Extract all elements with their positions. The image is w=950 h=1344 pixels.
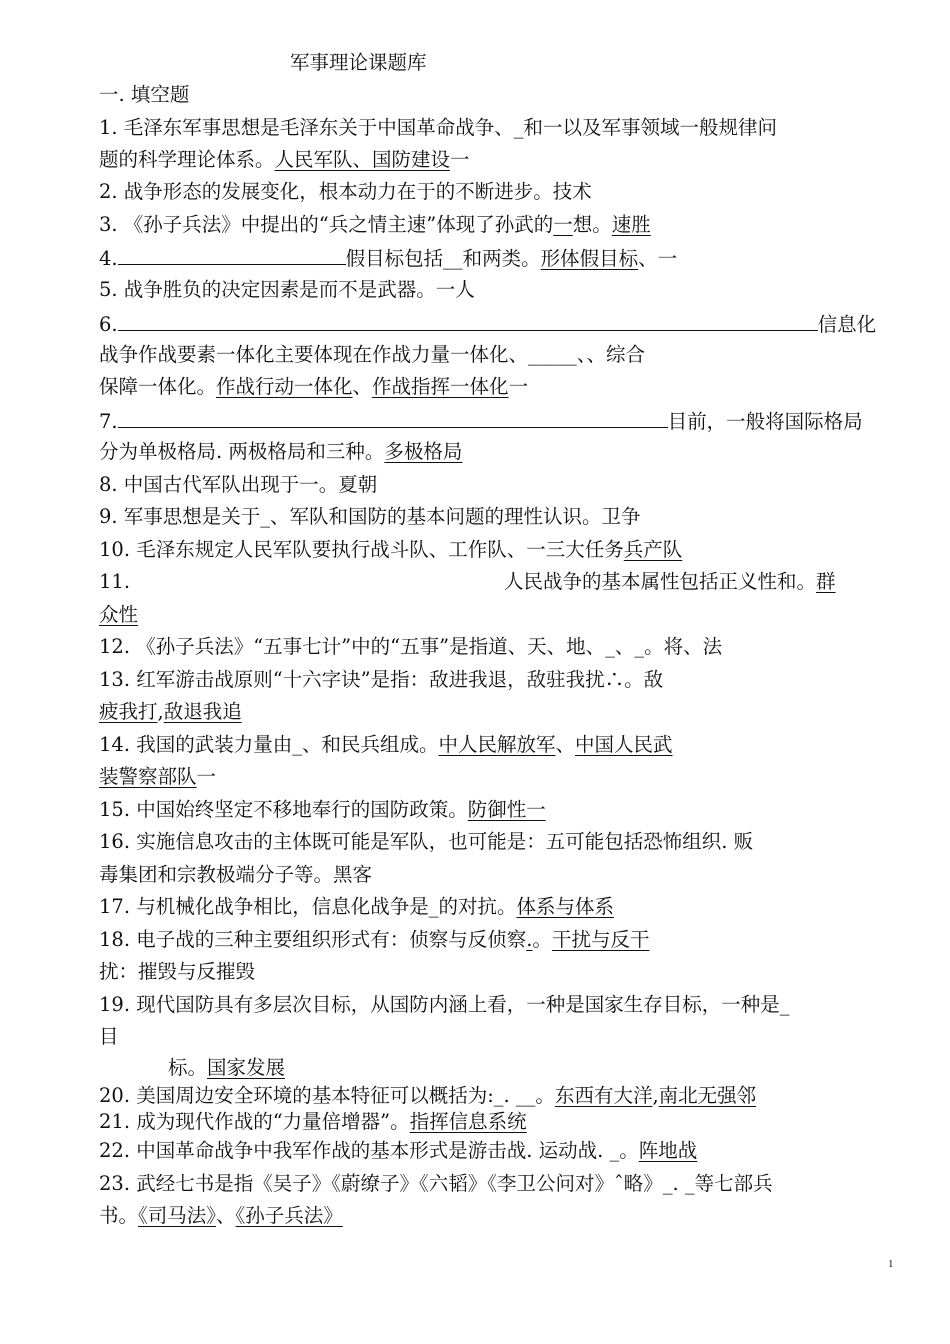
answer-underline: 体系与体系: [516, 895, 614, 918]
question-19-line-1: 19. 现代国防具有多层次目标，从国防内涵上看，一种是国家生存目标，一种是_: [99, 993, 790, 1016]
answer-underline: 兵产队: [623, 538, 683, 561]
question-8: 8. 中国古代军队出现于一。夏朝: [99, 473, 378, 496]
question-22: 22. 中国革命战争中我军作战的基本形式是游击战. 运动战. _。阵地战: [99, 1139, 698, 1162]
answer-underline: 人民军队、国防建设: [274, 148, 451, 171]
answer-underline: 众性: [99, 603, 139, 626]
answer-underline: 《孙子兵法》: [235, 1204, 343, 1227]
answer-underline: 干扰与反干: [551, 928, 650, 951]
question-16-line-2: 毒集团和宗教极端分子等。黑客: [99, 863, 373, 886]
question-6-line-3: 保障一体化。作战行动一体化、作战指挥一体化一: [99, 375, 529, 398]
answer-underline: 东西有大洋: [554, 1084, 653, 1107]
answer-underline: 防御性一: [467, 798, 546, 821]
answer-blank: [118, 405, 668, 428]
question-23-line-2: 书。《司马法》、《孙子兵法》: [99, 1204, 343, 1227]
question-16-line-1: 16. 实施信息攻击的主体既可能是军队，也可能是：五可能包括恐怖组织. 贩: [99, 830, 754, 853]
section-heading: 一. 填空题: [99, 83, 190, 106]
answer-underline: 速胜: [611, 213, 651, 236]
answer-blank: [118, 242, 346, 265]
answer-underline: 中人民解放军: [438, 733, 556, 756]
question-6-line-2: 战争作战要素一体化主要体现在作战力量一体化、_____、、综合: [99, 343, 646, 366]
question-11-line-2: [99, 600, 899, 630]
question-17: 17. 与机械化战争相比，信息化战争是_的对抗。体系与体系: [99, 895, 614, 918]
answer-underline: 国家发展: [207, 1056, 286, 1079]
question-18-line-1: 18. 电子战的三种主要组织形式有：侦察与反侦察.。干扰与反干: [99, 928, 650, 951]
question-23-line-1: 23. 武经七书是指《吴子》《蔚缭子》《六韬》《李卫公问对》ˆ略》_. _等七部兵: [99, 1172, 773, 1195]
question-13-line-2: 疲我打,敌退我追: [99, 700, 242, 723]
answer-underline: 指挥信息系统: [409, 1110, 527, 1133]
question-19-line-3: 标。国家发展: [168, 1056, 286, 1079]
answer-underline: 南北无强邻: [658, 1084, 757, 1107]
question-14-line-2: 装警察部队一: [99, 765, 217, 788]
page-title: 军事理论课题库: [290, 51, 427, 74]
question-6-line-1: 6. 信息化: [99, 308, 899, 340]
question-19-line-2: 目: [99, 1025, 119, 1048]
answer-underline: 阵地战: [638, 1139, 698, 1162]
question-9: 9. 军事思想是关于_、军队和国防的基本问题的理性认识。卫争: [99, 505, 641, 528]
question-14-line-1: 14. 我国的武装力量由_、和民兵组成。中人民解放军、中国人民武: [99, 733, 673, 756]
question-12: 12. 《孙子兵法》“五事七计”中的“五事”是指道、天、地、_、_。将、法: [99, 635, 723, 658]
answer-underline: 疲我打: [99, 700, 158, 723]
page-number: 1: [888, 1258, 894, 1270]
answer-underline: 敌退我追: [163, 700, 242, 723]
answer-underline: 作战行动一体化: [216, 375, 353, 398]
question-1-line-2: 题的科学理论体系。人民军队、国防建设一: [99, 148, 470, 171]
question-3: 3. 《孙子兵法》中提出的“兵之情主速”体现了孙武的一想。速胜: [99, 213, 651, 236]
answer-underline: 形体假目标: [540, 247, 639, 270]
question-7-line-2: 分为单极格局. 两极格局和三种。多极格局: [99, 440, 463, 463]
question-7-line-1: 7. 目前，一般将国际格局: [99, 405, 899, 437]
answer-underline: 多极格局: [384, 440, 463, 463]
question-11-line-1: 11. 人民战争的基本属性包括正义性和。群: [99, 570, 836, 593]
question-15: 15. 中国始终坚定不移地奉行的国防政策。防御性一: [99, 798, 546, 821]
question-21: 21. 成为现代作战的“力量倍增器”。指挥信息系统: [99, 1110, 527, 1133]
question-10: 10. 毛泽东规定人民军队要执行战斗队、工作队、一三大任务兵产队: [99, 538, 683, 561]
answer-underline: 装警察部队: [99, 765, 197, 788]
question-1-line-1: 1. 毛泽东军事思想是毛泽东关于中国革命战争、_和一以及军事领域一般规律问: [99, 116, 778, 139]
question-2: 2. 战争形态的发展变化，根本动力在于的不断进步。技术: [99, 180, 592, 203]
answer-blank: [118, 308, 818, 331]
answer-underline: 群: [816, 570, 836, 593]
question-5: 5. 战争胜负的决定因素是而不是武器。一人: [99, 278, 475, 301]
answer-underline: 作战指挥一体化: [372, 375, 509, 398]
answer-underline: 《司马法》: [138, 1204, 217, 1227]
question-4: 4. 假目标包括__和两类。形体假目标、一: [99, 242, 899, 274]
question-13-line-1: 13. 红军游击战原则“十六字诀”是指：敌进我退，敌驻我扰∴。敌: [99, 668, 664, 691]
question-18-line-2: 扰：摧毁与反摧毁: [99, 960, 256, 983]
answer-underline: 中国人民武: [575, 733, 673, 756]
question-20: 20. 美国周边安全环境的基本特征可以概括为:_. __。东西有大洋,南北无强邻: [99, 1084, 757, 1107]
